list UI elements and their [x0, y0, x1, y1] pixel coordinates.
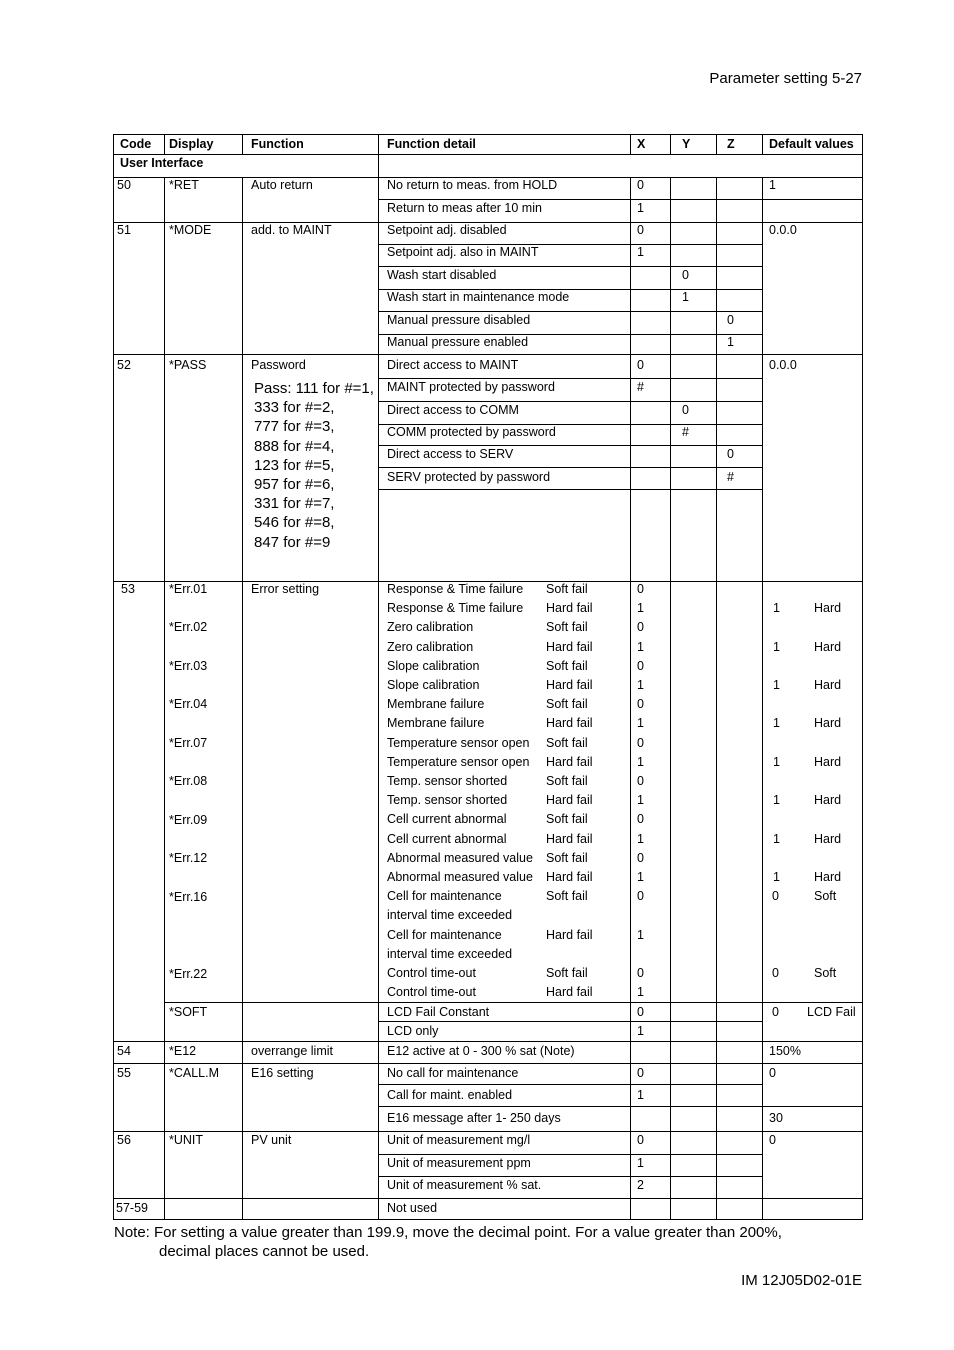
- column-header: Function detail: [387, 137, 476, 151]
- function-detail: Membrane failure: [387, 697, 485, 712]
- function-detail: SERV protected by password: [387, 470, 551, 484]
- password-line: 331 for #=7,: [254, 495, 335, 513]
- x-value: 0: [637, 178, 644, 192]
- page-header: Parameter setting 5-27: [709, 70, 862, 87]
- rule-line: [113, 1063, 863, 1064]
- password-line: 957 for #=6,: [254, 476, 335, 493]
- rule-line: [378, 266, 763, 267]
- rule-line: [378, 311, 763, 312]
- column-header: Y: [682, 137, 691, 151]
- x-value: 0: [637, 582, 644, 596]
- password-line: 777 for #=3,: [254, 418, 335, 436]
- rule-line: [242, 134, 243, 155]
- param-code: 54: [117, 1044, 131, 1058]
- function-detail: interval time exceeded: [387, 946, 513, 961]
- rule-line: [762, 134, 763, 155]
- setting-value: 1: [682, 290, 689, 304]
- column-header: Code: [120, 137, 152, 151]
- setting-value: 0: [682, 268, 689, 282]
- function-detail: Cell current abnormal: [387, 812, 507, 827]
- x-value: 0: [637, 812, 644, 827]
- rule-line: [378, 134, 379, 178]
- rule-line: [113, 154, 863, 155]
- x-value: 1: [637, 831, 644, 846]
- x-value: 1: [637, 1156, 644, 1170]
- error-display: *Err.01: [169, 582, 208, 596]
- rule-line: [164, 134, 165, 155]
- function-detail: Unit of measurement mg/l: [387, 1133, 531, 1147]
- rule-line: [113, 1198, 863, 1199]
- fail-type: Hard fail: [546, 793, 593, 808]
- rule-line: [378, 199, 863, 200]
- function-detail: Temp. sensor shorted: [387, 774, 508, 788]
- x-value: 1: [637, 1024, 644, 1038]
- column-header: Z: [727, 137, 735, 151]
- password-line: 847 for #=9: [254, 533, 331, 551]
- function-detail: LCD only: [387, 1024, 439, 1038]
- default-value: 1: [773, 754, 780, 769]
- rule-line: [378, 1154, 763, 1155]
- function-detail: Direct access to SERV: [387, 447, 514, 461]
- default-value: 150%: [769, 1044, 801, 1058]
- function-detail: Zero calibration: [387, 639, 474, 654]
- function-detail: Not used: [387, 1201, 438, 1215]
- x-value: 0: [637, 1133, 644, 1147]
- function-detail: Wash start disabled: [387, 268, 497, 282]
- default-value: 1: [773, 716, 780, 731]
- fail-type: Hard fail: [546, 716, 593, 731]
- rule-line: [378, 1021, 763, 1022]
- rule-line: [378, 1176, 763, 1177]
- note-line-1: Note: For setting a value greater than 199.9, move the decimal point. For a value greater than 200%,: [114, 1224, 782, 1241]
- default-value: 1: [773, 639, 780, 654]
- x-value: 1: [637, 985, 644, 1000]
- function-detail: Temperature sensor open: [387, 754, 530, 769]
- function-detail: Cell for maintenance: [387, 927, 502, 942]
- function-detail: Slope calibration: [387, 658, 480, 673]
- function-detail: MAINT protected by password: [387, 380, 555, 394]
- param-display: *RET: [169, 178, 199, 192]
- fail-type: Hard fail: [546, 601, 593, 616]
- password-line: 888 for #=4,: [254, 437, 335, 455]
- setting-value: #: [682, 425, 689, 439]
- column-header: X: [637, 137, 646, 151]
- error-display: *Err.02: [169, 620, 208, 634]
- default-value: Hard: [814, 716, 842, 731]
- rule-line: [113, 1131, 863, 1132]
- x-value: 0: [637, 697, 644, 712]
- function-detail: Control time-out: [387, 985, 476, 1000]
- x-value: 1: [637, 870, 644, 884]
- param-code: 52: [117, 358, 131, 372]
- param-function: Password: [251, 358, 306, 372]
- setting-value: 0: [727, 447, 734, 461]
- x-value: 0: [637, 658, 644, 673]
- default-value: Soft: [814, 889, 837, 904]
- fail-type: Soft fail: [546, 774, 588, 788]
- function-detail: Response & Time failure: [387, 601, 524, 616]
- fail-type: Hard fail: [546, 927, 593, 942]
- default-value: 0.0.0: [769, 223, 797, 237]
- setting-value: 1: [727, 335, 734, 349]
- x-value: 0: [637, 889, 644, 904]
- function-detail: LCD Fail Constant: [387, 1005, 490, 1019]
- rule-line: [378, 401, 763, 402]
- default-value: 1: [769, 178, 776, 192]
- x-value: 1: [637, 1088, 644, 1102]
- default-value: Hard: [814, 831, 842, 846]
- default-value: Hard: [814, 754, 842, 769]
- password-line: 333 for #=2,: [254, 399, 335, 417]
- error-display: *Err.12: [169, 851, 208, 865]
- default-value: 0: [772, 1005, 779, 1019]
- error-display: *Err.16: [169, 890, 208, 904]
- param-function: E16 setting: [251, 1066, 314, 1080]
- function-detail: No return to meas. from HOLD: [387, 178, 558, 192]
- fail-type: Hard fail: [546, 678, 593, 692]
- function-detail: Zero calibration: [387, 620, 474, 635]
- x-value: 2: [637, 1178, 644, 1192]
- rule-line: [378, 378, 763, 379]
- function-detail: Unit of measurement ppm: [387, 1156, 531, 1170]
- default-value: 1: [773, 870, 780, 884]
- default-value: 0: [769, 1133, 776, 1147]
- setting-value: 0: [727, 313, 734, 327]
- fail-type: Soft fail: [546, 966, 588, 980]
- param-display: *E12: [169, 1044, 197, 1058]
- default-value: 1: [773, 831, 780, 846]
- setting-value: #: [727, 470, 734, 484]
- default-value: Hard: [814, 793, 842, 808]
- function-detail: Response & Time failure: [387, 582, 524, 596]
- rule-line: [862, 134, 863, 1220]
- function-detail: Unit of measurement % sat.: [387, 1178, 542, 1192]
- fail-type: Soft fail: [546, 889, 588, 904]
- password-line: Pass: 111 for #=1,: [254, 380, 374, 397]
- rule-line: [716, 134, 717, 155]
- x-value: 0: [637, 850, 644, 865]
- fail-type: Hard fail: [546, 985, 593, 1000]
- rule-line: [378, 445, 763, 446]
- param-display: *CALL.M: [169, 1066, 220, 1080]
- password-line: 546 for #=8,: [254, 514, 335, 532]
- error-display: *Err.07: [169, 736, 208, 750]
- setting-value: 0: [637, 223, 644, 237]
- param-display: *PASS: [169, 358, 207, 372]
- column-header: Default values: [769, 137, 854, 151]
- x-value: 0: [637, 966, 644, 980]
- param-function: PV unit: [251, 1133, 292, 1147]
- fail-type: Hard fail: [546, 870, 593, 884]
- param-code: 51: [117, 223, 131, 237]
- fail-type: Soft fail: [546, 850, 588, 865]
- fail-type: Soft fail: [546, 697, 588, 712]
- function-detail: Direct access to MAINT: [387, 358, 519, 372]
- param-function: overrange limit: [251, 1044, 333, 1058]
- rule-line: [164, 1002, 863, 1003]
- default-value: Hard: [814, 870, 842, 884]
- param-code: 50: [117, 178, 131, 192]
- default-value: Hard: [814, 639, 842, 654]
- function-detail: interval time exceeded: [387, 908, 513, 923]
- function-detail: Cell current abnormal: [387, 831, 507, 846]
- function-detail: Temp. sensor shorted: [387, 793, 508, 808]
- password-line: 123 for #=5,: [254, 456, 335, 474]
- function-detail: E12 active at 0 - 300 % sat (Note): [387, 1044, 575, 1058]
- default-value: 30: [769, 1111, 783, 1125]
- function-detail: Setpoint adj. disabled: [387, 223, 507, 237]
- section-title: User Interface: [120, 156, 204, 170]
- default-value: 0: [772, 966, 779, 980]
- function-detail: Control time-out: [387, 966, 476, 980]
- default-value: 0: [772, 889, 779, 904]
- default-value: 0.0.0: [769, 358, 797, 372]
- setting-value: #: [637, 380, 644, 394]
- x-value: 0: [637, 1066, 644, 1080]
- x-value: 1: [637, 601, 644, 616]
- x-value: 0: [637, 735, 644, 750]
- fail-type: Hard fail: [546, 831, 593, 846]
- x-value: 1: [637, 678, 644, 692]
- function-detail: No call for maintenance: [387, 1066, 519, 1080]
- default-value: 1: [773, 678, 780, 692]
- setting-value: 1: [637, 245, 644, 259]
- param-function: add. to MAINT: [251, 223, 332, 237]
- x-value: 1: [637, 793, 644, 808]
- x-value: 1: [637, 201, 644, 215]
- function-detail: Abnormal measured value: [387, 850, 533, 865]
- function-detail: Call for maint. enabled: [387, 1088, 513, 1102]
- setting-value: 0: [637, 358, 644, 372]
- param-code: 57-59: [116, 1201, 148, 1215]
- function-detail: Manual pressure enabled: [387, 335, 529, 349]
- function-detail: Slope calibration: [387, 678, 480, 692]
- function-detail: Membrane failure: [387, 716, 485, 731]
- param-display: *MODE: [169, 223, 212, 237]
- x-value: 0: [637, 1005, 644, 1019]
- rule-line: [113, 1219, 863, 1220]
- default-value: Soft: [814, 966, 837, 980]
- rule-line: [378, 1106, 863, 1107]
- fail-type: Soft fail: [546, 812, 588, 827]
- error-display: *Err.03: [169, 659, 208, 673]
- error-display: *Err.08: [169, 774, 208, 788]
- fail-type: Soft fail: [546, 582, 588, 596]
- rule-line: [630, 134, 631, 155]
- function-detail: Direct access to COMM: [387, 403, 519, 417]
- x-value: 0: [637, 620, 644, 635]
- rule-line: [378, 489, 763, 490]
- error-display: *Err.22: [169, 967, 208, 981]
- fail-type: Soft fail: [546, 620, 588, 635]
- default-value: 0: [769, 1066, 776, 1080]
- default-value: Hard: [814, 601, 842, 616]
- column-header: Display: [169, 137, 214, 151]
- x-value: 0: [637, 774, 644, 788]
- function-detail: Manual pressure disabled: [387, 313, 531, 327]
- function-detail: Cell for maintenance: [387, 889, 502, 904]
- rule-line: [113, 1041, 863, 1042]
- function-detail: Setpoint adj. also in MAINT: [387, 245, 539, 259]
- default-value: LCD Fail: [807, 1005, 856, 1019]
- function-detail: E16 message after 1- 250 days: [387, 1111, 561, 1125]
- param-code: 56: [117, 1133, 131, 1147]
- error-display: *Err.04: [169, 697, 208, 711]
- function-detail: Return to meas after 10 min: [387, 201, 542, 215]
- rule-line: [113, 354, 863, 355]
- table-note: [114, 1223, 874, 1261]
- setting-value: 0: [682, 403, 689, 417]
- param-code: 53: [121, 582, 135, 596]
- default-value: 1: [773, 793, 780, 808]
- default-value: Hard: [814, 678, 842, 692]
- default-value: 1: [773, 601, 780, 616]
- fail-type: Soft fail: [546, 735, 588, 750]
- error-display: *Err.09: [169, 813, 208, 827]
- fail-type: Hard fail: [546, 754, 593, 769]
- param-display: *UNIT: [169, 1133, 204, 1147]
- fail-type: Hard fail: [546, 639, 593, 654]
- rule-line: [378, 467, 763, 468]
- x-value: 1: [637, 716, 644, 731]
- document-id: IM 12J05D02-01E: [741, 1272, 862, 1289]
- x-value: 1: [637, 754, 644, 769]
- note-line-2: decimal places cannot be used.: [159, 1243, 370, 1260]
- param-code: 55: [117, 1066, 131, 1080]
- rule-line: [378, 1084, 763, 1085]
- x-value: 1: [637, 639, 644, 654]
- function-detail: Wash start in maintenance mode: [387, 290, 570, 304]
- rule-line: [670, 134, 671, 155]
- rule-line: [113, 134, 114, 1220]
- rule-line: [113, 134, 863, 135]
- param-display: *SOFT: [169, 1005, 208, 1019]
- column-header: Function: [251, 137, 304, 151]
- function-detail: COMM protected by password: [387, 425, 556, 439]
- param-function: Auto return: [251, 178, 313, 192]
- x-value: 1: [637, 927, 644, 942]
- param-function: Error setting: [251, 582, 320, 596]
- fail-type: Soft fail: [546, 658, 588, 673]
- function-detail: Abnormal measured value: [387, 870, 533, 884]
- function-detail: Temperature sensor open: [387, 735, 530, 750]
